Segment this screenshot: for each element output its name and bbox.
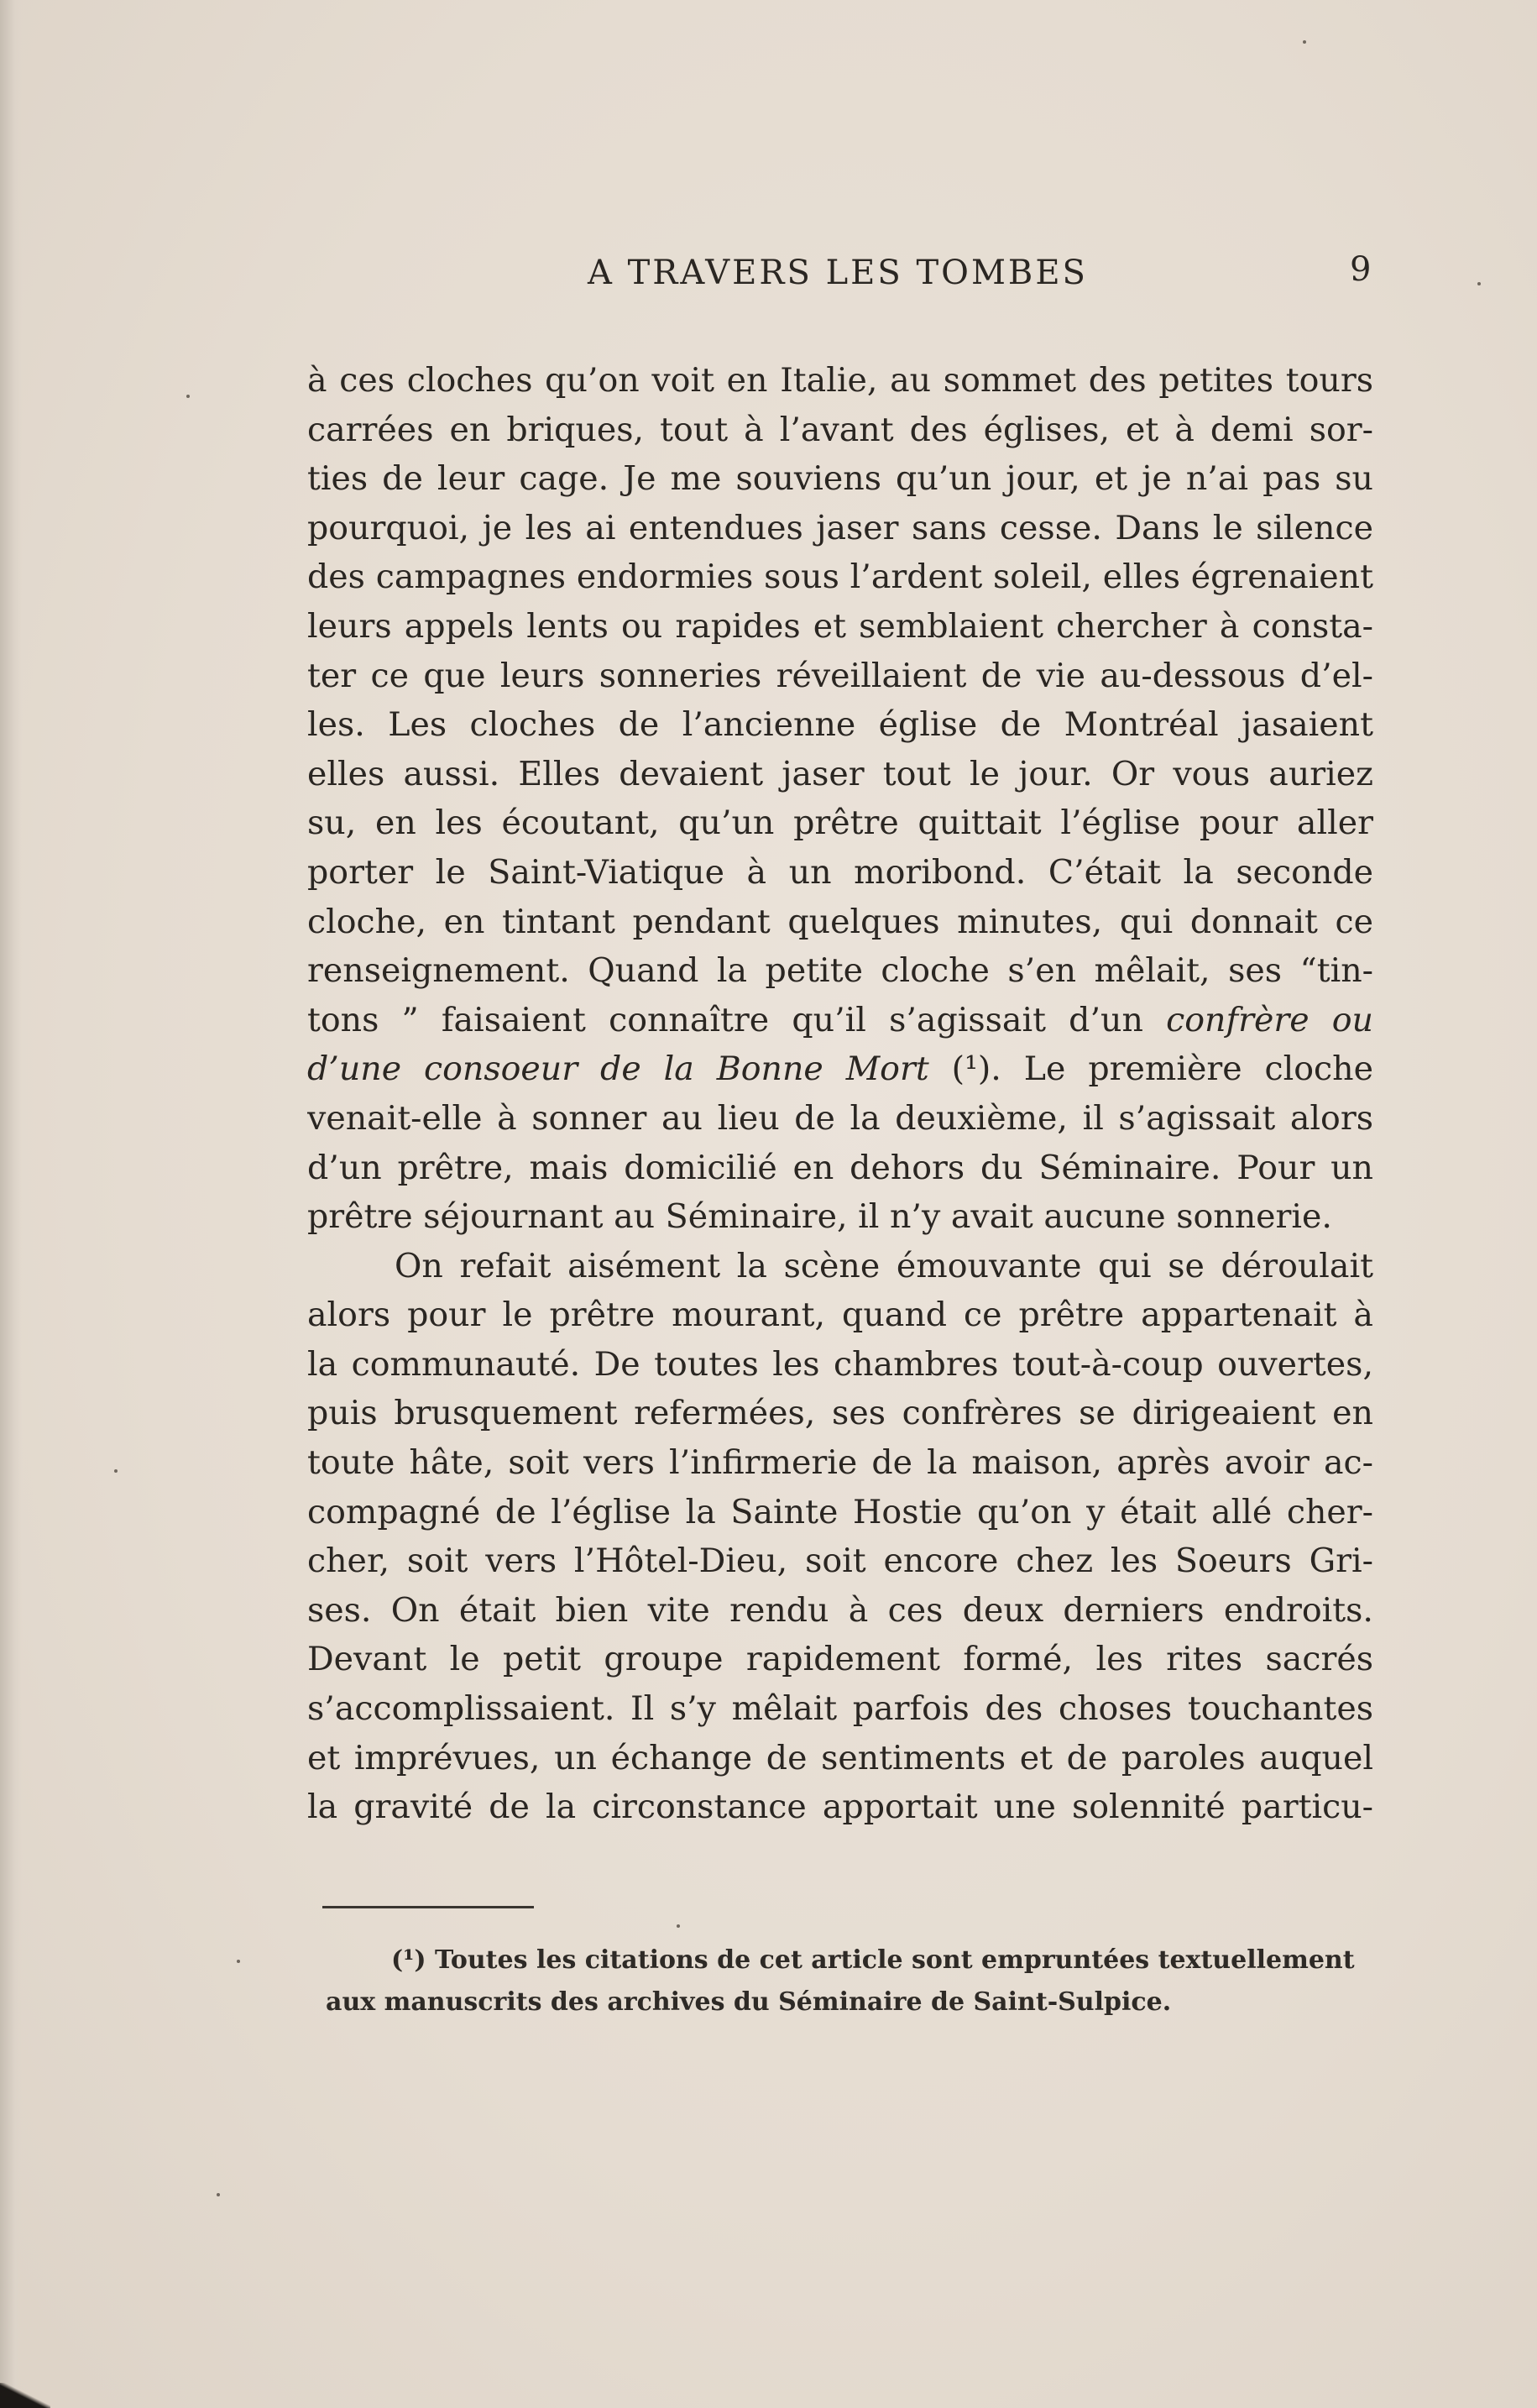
text-segment: (¹). Le première cloche [951, 1050, 1373, 1089]
paper-speck [186, 395, 190, 398]
text-line: su, en les écoutant, qu’un prêtre quittait l’église pour aller [307, 804, 1373, 843]
italic-phrase: confrère ou [1166, 1000, 1373, 1039]
italic-phrase: d’une consoeur de la Bonne Mort [307, 1050, 929, 1089]
paper-speck [237, 1960, 240, 1963]
paper-speck [114, 1469, 118, 1473]
text-line: ties de leur cage. Je me souviens qu’un jour, et je n’ai pas su [307, 459, 1373, 499]
page-number: 9 [1350, 250, 1372, 289]
text-line: prêtre séjournant au Séminaire, il n’y avait aucune sonnerie. [307, 1197, 1332, 1237]
page-corner-shadow [0, 2383, 50, 2408]
text-line: s’accomplissaient. Il s’y mêlait parfois des choses touchantes [307, 1689, 1373, 1729]
text-line-mixed [307, 1044, 1373, 1094]
running-title: A TRAVERS LES TOMBES [588, 254, 1088, 292]
text-line: d’un prêtre, mais domicilié en dehors du Séminaire. Pour un [307, 1148, 1373, 1187]
text-line: la gravité de la circonstance apportait une solennité particu- [307, 1788, 1373, 1827]
text-line: les. Les cloches de l’ancienne église de Montréal jasaient [307, 705, 1373, 745]
text-line: des campagnes endormies sous l’ardent soleil, elles égrenaient [307, 558, 1373, 597]
footnote-separator [322, 1906, 534, 1908]
text-line: ses. On était bien vite rendu à ces deux derniers endroits. [307, 1590, 1373, 1630]
paper-speck [677, 1924, 680, 1928]
text-line: toute hâte, soit vers l’infirmerie de la maison, après avoir ac- [307, 1443, 1373, 1483]
text-line: compagné de l’église la Sainte Hostie qu’on y était allé cher- [307, 1492, 1373, 1531]
page-spine-shadow [0, 0, 22, 2408]
footnote [326, 1939, 1392, 2023]
text-line: elles aussi. Elles devaient jaser tout le jour. Or vous auriez [307, 754, 1373, 793]
text-line: cloche, en tintant pendant quelques minutes, qui donnait ce [307, 902, 1373, 941]
main-text [307, 356, 1373, 1832]
text-line: puis brusquement refermées, ses confrères se dirigeaient en [307, 1394, 1373, 1433]
text-line: cher, soit vers l’Hôtel-Dieu, soit encore chez les Soeurs Gri- [307, 1542, 1373, 1581]
paper-speck [217, 2193, 220, 2196]
footnote-line: aux manuscrits des archives du Séminaire de Saint-Sulpice. [326, 1987, 1172, 2017]
text-line: leurs appels lents ou rapides et semblaient chercher à consta- [307, 606, 1373, 646]
text-line: la communauté. De toutes les chambres tout-à-coup ouvertes, [307, 1344, 1373, 1384]
text-line: et imprévues, un échange de sentiments et de paroles auquel [307, 1738, 1373, 1777]
text-line: alors pour le prêtre mourant, quand ce prêtre appartenait à [307, 1296, 1373, 1335]
text-line: pourquoi, je les ai entendues jaser sans cesse. Dans le silence [307, 508, 1373, 547]
text-line: porter le Saint-Viatique à un moribond. C’était la seconde [307, 852, 1373, 892]
text-line: On refait aisément la scène émouvante qui se déroulait [395, 1246, 1373, 1285]
text-line: renseignement. Quand la petite cloche s’en mêlait, ses “tin- [307, 951, 1373, 991]
text-line: ter ce que leurs sonneries réveillaient de vie au-dessous d’el- [307, 656, 1373, 695]
text-line: Devant le petit groupe rapidement formé, les rites sacrés [307, 1640, 1373, 1679]
paper-speck [1303, 40, 1306, 44]
text-segment: tons ” faisaient connaître qu’il s’agissait d’un [307, 1000, 1143, 1039]
text-line: à ces cloches qu’on voit en Italie, au sommet des petites tours [307, 361, 1373, 400]
text-line: venait-elle à sonner au lieu de la deuxième, il s’agissait alors [307, 1098, 1373, 1138]
paper-speck [1477, 282, 1481, 285]
footnote-line: (¹) Toutes les citations de cet article sont empruntées textuellement [391, 1945, 1355, 1975]
text-line: carrées en briques, tout à l’avant des églises, et à demi sor- [307, 410, 1373, 449]
text-line-mixed [307, 996, 1373, 1045]
